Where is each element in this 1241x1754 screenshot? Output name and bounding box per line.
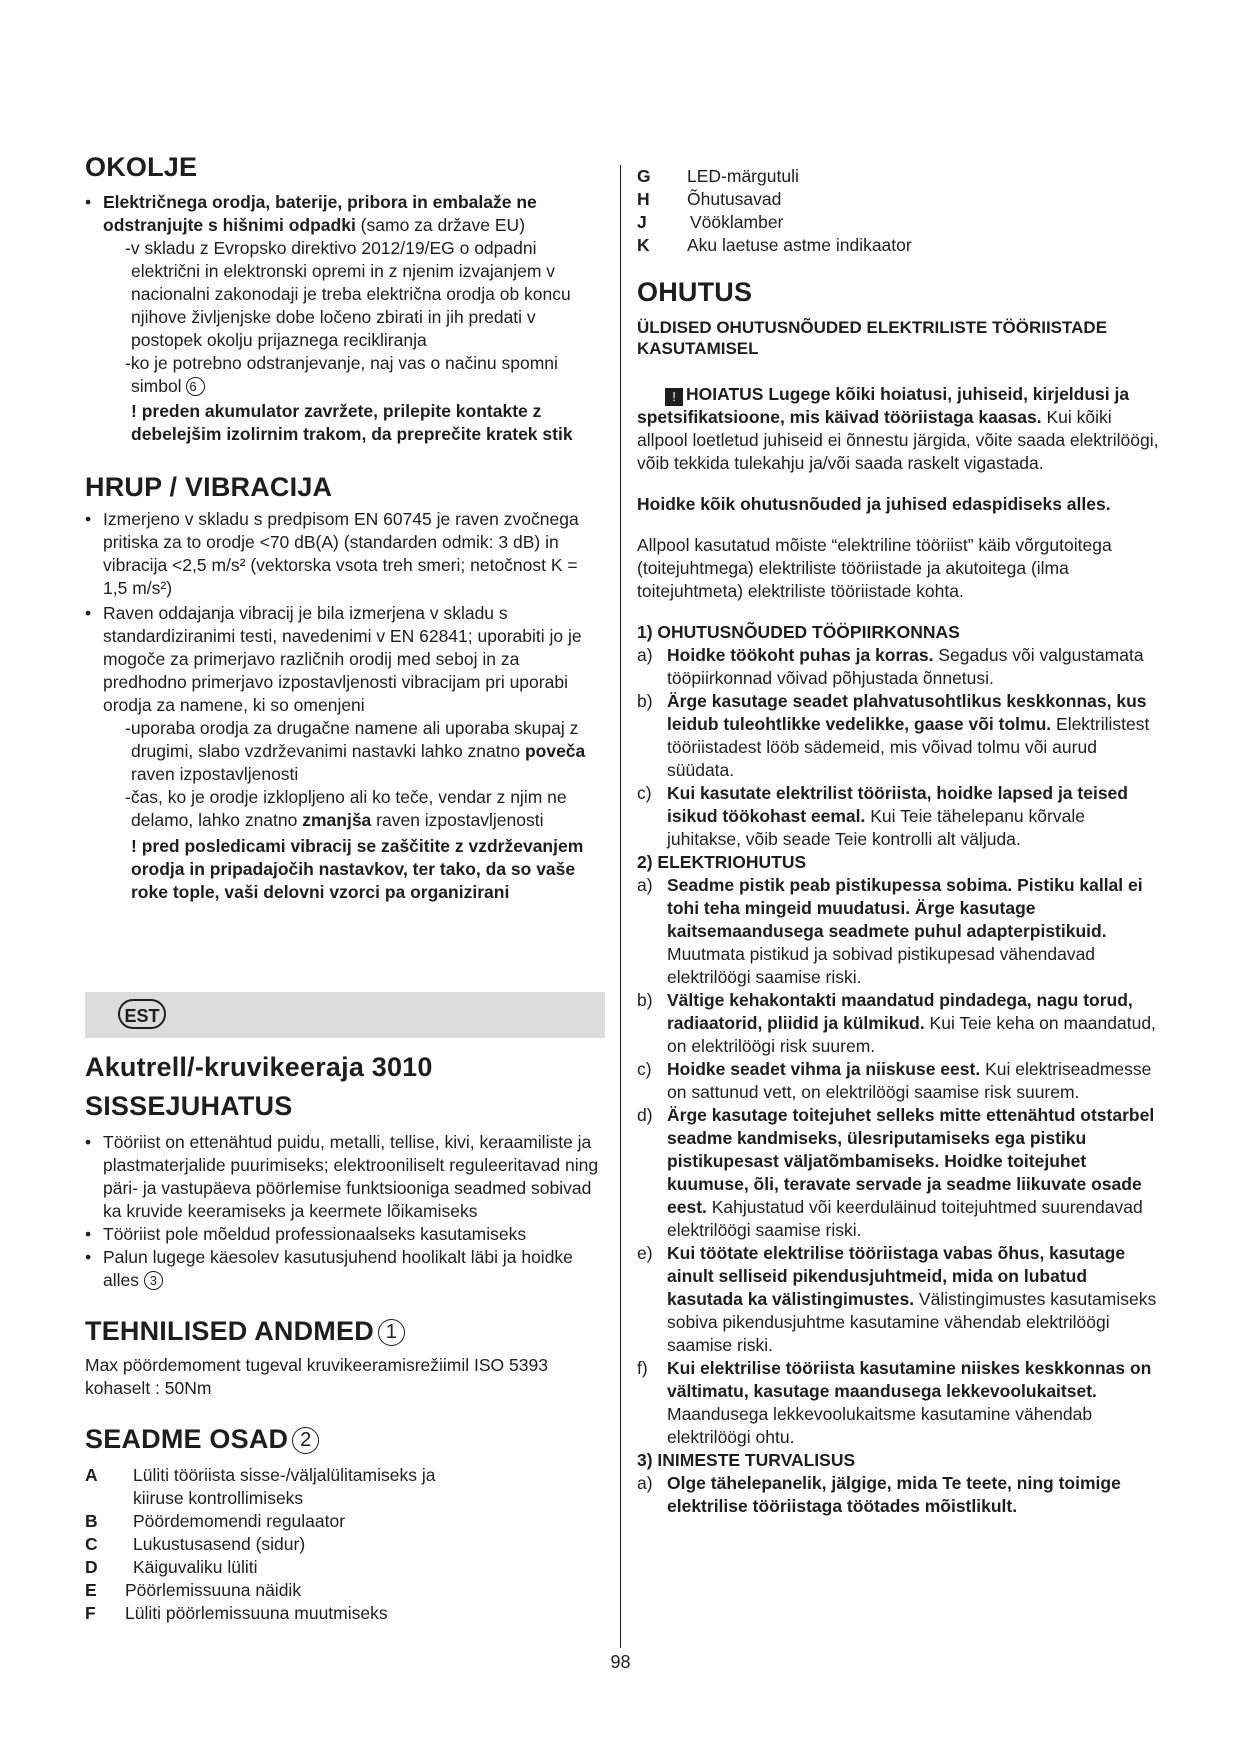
part-key: F [85, 1603, 96, 1623]
left-column-est [85, 1050, 605, 1625]
rule-1b [637, 690, 1162, 782]
part-value: Pöörlemissuuna näidik [125, 1580, 302, 1600]
hrup-sub-1-c: raven izpostavljenosti [131, 764, 299, 784]
bullet-dot: • [85, 509, 92, 529]
rule-bold: Ärge kasutage seadet plahvatusohtlikus keskkonnas, kus leidub tuleohtlikke vedelikke, gaase või tolmu. [667, 691, 1147, 734]
language-band [85, 992, 605, 1038]
rule-bold: Olge tähelepanelik, jälgige, mida Te teete, ning toimige elektrilise tööriistaga töötades mõistlikult. [667, 1473, 1121, 1516]
part-value: Käiguvaliku lüliti [133, 1557, 258, 1577]
part-row [85, 1533, 605, 1556]
hrup-bullet-1-text: Izmerjeno v skladu s predpisom EN 60745 je raven zvočnega pritiska za to orodje <70 dB(A) (standarden odmik: 3 dB) in vibracija <2,5 m/s² (vektorska vsota treh smeri; netočnost K = 1,5 m/s²) [103, 509, 579, 598]
part-key: G [637, 166, 651, 186]
okolje-sub-1: -v skladu z Evropsko direktivo 2012/19/EG o odpadni električni in elektronski opremi in z njenim izvajanjem v nacionalni zakonodaji je treba električna orodja ob koncu njihove življenjske dobe ločeno zbirati in jih predati v postopek okolju prijaznega recikliranja [125, 238, 571, 350]
rule-label: a) [637, 645, 653, 665]
sissejuhatus-heading: SISSEJUHATUS [85, 1091, 293, 1121]
rule-2e [637, 1242, 1162, 1357]
rule-text: Välistingimustes kasutamiseks sobiva pikendusjuhtme kasutamine vähendab elektrilöögi saamise riski. [667, 1289, 1157, 1355]
rule-bold: Kui töötate elektrilise tööriistaga vabas õhus, kasutage ainult selliseid pikendusjuhtmeid, mida on lubatud kasutada ka välistingimustes. [667, 1243, 1126, 1309]
rule-bold: Kui elektrilise tööriista kasutamine niiskes keskkonnas on vältimatu, kasutage maandusega lekkevoolukaitset. [667, 1358, 1152, 1401]
part-value: Lukustusasend (sidur) [133, 1534, 306, 1554]
bullet-dot: • [85, 603, 92, 623]
rule-label: a) [637, 875, 653, 895]
column-divider [620, 165, 621, 1648]
figure-1-circle: 1 [378, 1319, 405, 1346]
est-language-badge: EST [118, 999, 166, 1029]
part-row [637, 188, 1162, 211]
part-row [637, 165, 1162, 188]
part-row [85, 1510, 605, 1533]
part-key: E [85, 1580, 97, 1600]
rule-label: c) [637, 1059, 652, 1079]
hrup-sub-2-c: raven izpostavljenosti [371, 810, 544, 830]
product-title: Akutrell/-kruvikeeraja 3010 [85, 1052, 433, 1082]
part-row [85, 1579, 605, 1602]
hrup-heading: HRUP / VIBRACIJA [85, 472, 333, 502]
part-key: H [637, 189, 650, 209]
part-value: Vööklamber [690, 212, 784, 232]
rule-text: Segadus või valgustamata tööpiirkonnad võivad põhjustada õnnetusi. [667, 645, 1144, 688]
hrup-sub-1 [85, 717, 605, 786]
intro-bullet-1-text: Tööriist on ettenähtud puidu, metalli, tellise, kivi, keraamiliste ja plastmaterjalide puurimiseks; elektrooniliselt reguleeritavad ning päri- ja vastupäeva pöörlemise funktsiooniga seadmed sobivad ka kruvide keeramiseks ja keermete lõikamiseks [103, 1132, 599, 1221]
rule-2c [637, 1058, 1162, 1104]
rule-text: Kui elektriseadmesse on sattunud vett, on elektrilöögi saamise risk suurem. [667, 1059, 1152, 1102]
rule-bold: Kui kasutate elektrilist tööriista, hoidke lapsed ja teised isikud töökohast eemal. [667, 783, 1128, 826]
parts-list-left [85, 1464, 605, 1625]
part-key: B [85, 1511, 98, 1531]
tehnilised-title: TEHNILISED ANDMED [85, 1316, 374, 1346]
warning-rest: Kui kõiki allpool loetletud juhiseid ei õnnestu järgida, võite saada elektrilöögi, võib tekkida tulekahju ja/või saada raskelt vigastada. [637, 407, 1159, 473]
bullet-dot: • [85, 1224, 92, 1244]
ohutus-warning [637, 383, 1162, 475]
rule-1c [637, 782, 1162, 851]
tehnilised-text: Max pöördemoment tugeval kruvikeeramisrežiimil ISO 5393 kohaselt : 50Nm [85, 1355, 548, 1398]
osad-title: SEADME OSAD [85, 1424, 289, 1454]
rule-label: b) [637, 691, 653, 711]
rule-text: Elektrilistest tööriistadest lööb sädemeid, mis võivad tolmu või aurud süüdata. [667, 714, 1150, 780]
rule-3a [637, 1472, 1162, 1518]
rule-2b [637, 989, 1162, 1058]
okolje-bullet-rest: (samo za države EU) [355, 215, 526, 235]
rule-1a [637, 644, 1162, 690]
rule-text: Kahjustatud või keerduläinud toitejuhtmed suurendavad elektrilöögi saamise riski. [667, 1197, 1143, 1240]
okolje-bullet-bold: Električnega orodja, baterije, pribora in embalaže ne odstranjujte s hišnimi odpadki [103, 192, 537, 235]
warning-bold: HOIATUS Lugege kõiki hoiatusi, juhiseid, kirjeldusi ja spetsifikatsioone, mis käivad tööriistaga kaasas. [637, 384, 1130, 427]
part-row [85, 1556, 605, 1579]
rule-label: e) [637, 1243, 653, 1263]
rule-2a [637, 874, 1162, 989]
part-key: J [637, 212, 647, 232]
ohutus-subtitle: ÜLDISED OHUTUSNÕUDED ELEKTRILISTE TÖÖRIISTADE KASUTAMISEL [637, 318, 1108, 358]
rule-label: d) [637, 1105, 653, 1125]
bullet-dot: • [85, 1247, 92, 1267]
rule-bold: Seadme pistik peab pistikupessa sobima. Pistiku kallal ei tohi teha mingeid muudatusi. Ärge kasutage kaitsemaandusega seadmete puhul adapterpistikuid. [667, 875, 1143, 941]
rule-bold: Hoidke seadet vihma ja niiskuse eest. [667, 1059, 981, 1079]
part-value: Pöördemomendi regulaator [133, 1511, 346, 1531]
hrup-sub-1-a: -uporaba orodja za drugačne namene ali uporaba skupaj z drugimi, slabo vzdrževanimi nastavki lahko znatno [125, 718, 579, 761]
rule-text: Muutmata pistikud ja sobivad pistikupesad vähendavad elektrilöögi saamise riski. [667, 944, 1096, 987]
rule-2f [637, 1357, 1162, 1449]
hrup-sub-2-a: -čas, ko je orodje izklopljeno ali ko teče, vendar z njim ne delamo, lahko znatno [125, 787, 567, 830]
figure-2-circle: 2 [292, 1427, 319, 1454]
rule-text: Kui Teie keha on maandatud, on elektrilöögi risk suurem. [667, 1013, 1156, 1056]
part-row [85, 1464, 605, 1510]
symbol-6-circle: 6 [186, 377, 205, 396]
section-1-heading: 1) OHUTUSNÕUDED TÖÖPIIRKONNAS [637, 622, 960, 642]
rule-bold: Hoidke töökoht puhas ja korras. [667, 645, 934, 665]
part-key: D [85, 1557, 98, 1577]
hrup-sub-2 [85, 786, 605, 832]
section-2-heading: 2) ELEKTRIOHUTUS [637, 852, 807, 872]
part-row [637, 211, 1162, 234]
osad-heading [85, 1422, 605, 1456]
intro-bullet-3 [85, 1246, 605, 1292]
part-row [85, 1602, 605, 1625]
intro-bullet-2-text: Tööriist pole mõeldud professionaalseks kasutamiseks [103, 1224, 527, 1244]
figure-3-circle: 3 [144, 1271, 163, 1290]
rule-label: c) [637, 783, 652, 803]
okolje-bullet [85, 191, 605, 237]
ohutus-heading: OHUTUS [637, 277, 753, 307]
rule-label: f) [637, 1358, 648, 1378]
part-value: LED-märgutuli [687, 166, 799, 186]
part-key: K [637, 235, 650, 255]
okolje-sub-2 [85, 352, 605, 398]
bullet-dot: • [85, 1132, 92, 1152]
keep-instructions: Hoidke kõik ohutusnõuded ja juhised edaspidiseks alles. [637, 494, 1111, 514]
rule-bold: Vältige kehakontakti maandatud pindadega, nagu torud, radiaatorid, pliidid ja külmikud. [667, 990, 1133, 1033]
left-column [85, 150, 605, 904]
hrup-bullet-2-text: Raven oddajanja vibracij je bila izmerjena v skladu s standardiziranimi testi, navedenimi v EN 62841; uporabiti jo je mogoče za primerjavo različnih orodij med seboj in za predhodno primerjavo izpostavljenosti vibracijam pri uporabi orodja za namene, ki so omenjeni [103, 603, 582, 715]
definition-paragraph: Allpool kasutatud mõiste “elektriline tööriist” käib võrgutoitega (toitejuhtmega) elektriliste tööriistade ja akutoitega (ilma toitejuhtmeta) elektriliste tööriistade kohta. [637, 535, 1112, 601]
page-number: 98 [610, 1652, 631, 1672]
hrup-warning: ! pred posledicami vibracij se zaščitite z vzdrževanjem orodja in pripadajočih nastavkov, ter tako, da so vaše roke tople, vaši delovni vzorci pa organizirani [131, 836, 584, 902]
intro-bullet-1 [85, 1131, 605, 1223]
hrup-sub-1-bold: poveča [524, 741, 586, 761]
part-key: A [85, 1465, 98, 1485]
okolje-warning: ! preden akumulator zavržete, prilepite kontakte z debelejšim izolirnim trakom, da preprečite kratek stik [131, 401, 573, 444]
right-column [637, 165, 1162, 1518]
parts-list-right [637, 165, 1162, 257]
rule-label: b) [637, 990, 653, 1010]
rule-text: Maandusega lekkevoolukaitsme kasutamine vähendab elektrilöögi ohtu. [667, 1404, 1093, 1447]
hrup-bullet-2 [85, 602, 605, 717]
bullet-dot: • [85, 192, 92, 212]
part-value: Lüliti pöörlemissuuna muutmiseks [125, 1603, 388, 1623]
okolje-heading: OKOLJE [85, 152, 198, 182]
section-3-heading: 3) INIMESTE TURVALISUS [637, 1450, 856, 1470]
part-value: Aku laetuse astme indikaator [687, 235, 912, 255]
part-key: C [85, 1534, 98, 1554]
rule-bold: Ärge kasutage toitejuhet selleks mitte ettenähtud otstarbel seadme kandmiseks, ülesriputamiseks ega pistiku pistikupesast väljatõmbamiseks. Hoidke toitejuhet kuumuse, õli, teravate servade ja seadme liikuvate osade eest. [667, 1105, 1155, 1217]
rule-text: Kui Teie tähelepanu kõrvale juhitakse, võib seade Teie kontrolli alt väljuda. [667, 806, 1085, 849]
rule-label: a) [637, 1473, 653, 1493]
rule-2d [637, 1104, 1162, 1242]
part-value: Õhutusavad [687, 189, 782, 209]
intro-bullet-2 [85, 1223, 605, 1246]
hrup-bullet-1 [85, 508, 605, 600]
okolje-sub-2-text: -ko je potrebno odstranjevanje, naj vas o načinu spomni simbol [125, 353, 558, 396]
hrup-sub-2-bold: zmanjša [302, 810, 372, 830]
tehnilised-heading [85, 1314, 605, 1348]
part-value: Lüliti tööriista sisse-/väljalülitamiseks ja kiiruse kontrollimiseks [133, 1465, 436, 1508]
intro-bullet-3-text: Palun lugege käesolev kasutusjuhend hoolikalt läbi ja hoidke alles [103, 1247, 573, 1290]
part-row [637, 234, 1162, 257]
warning-triangle-icon: ! [665, 388, 683, 406]
